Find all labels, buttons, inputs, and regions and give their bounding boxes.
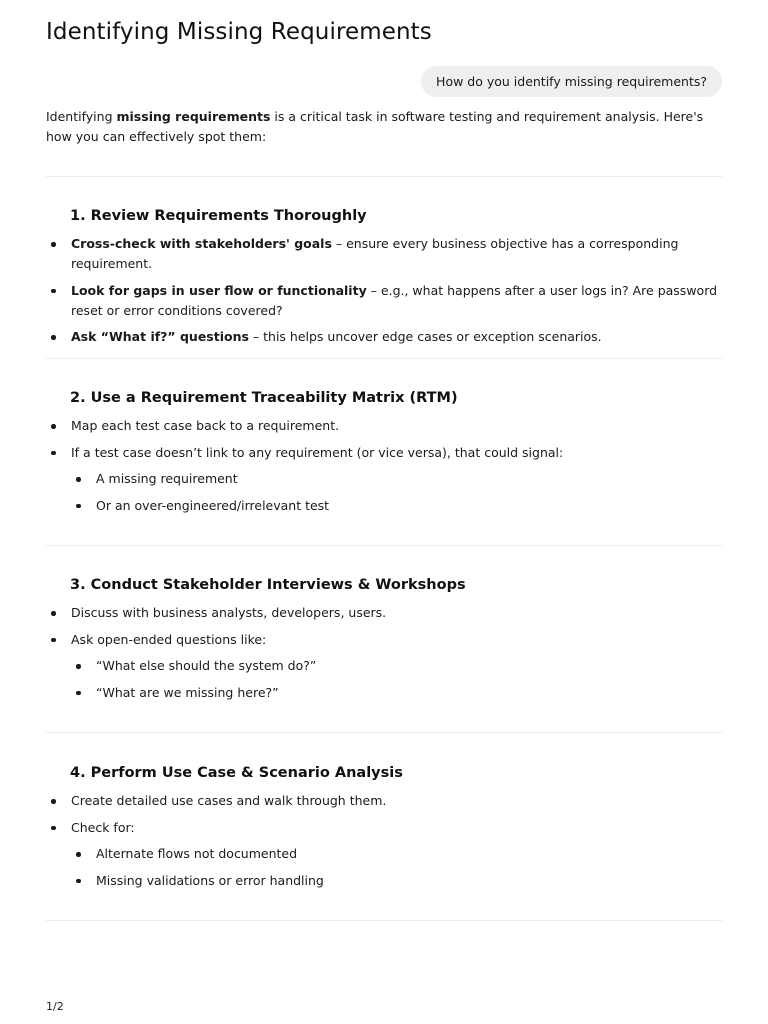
list-item-text: If a test case doesn’t link to any requirement (or vice versa), that could signal: [71,444,564,460]
bullet-list [46,791,722,891]
sub-list-item: Missing validations or error handling [71,871,722,891]
intro-text-pre: Identifying [46,109,117,124]
list-item-text: – e.g., what happens after a user logs in? Are password reset or error conditions covered? [71,282,718,318]
list-item: Create detailed use cases and walk through them. [46,791,722,811]
sub-list-item: Alternate flows not documented [71,844,722,864]
list-item [46,818,722,891]
divider [46,920,722,921]
list-item: Discuss with business analysts, developers, users. [46,603,722,623]
section-review-requirements [46,206,722,354]
intro-text-bold: missing requirements [116,109,271,124]
list-item-text: – this helps uncover edge cases or exception scenarios. [248,329,602,344]
list-item-bold: Ask “What if?” questions [71,329,249,344]
divider [46,358,722,359]
list-item [46,630,722,703]
list-item [46,234,722,274]
list-item [46,443,722,516]
list-item: Map each test case back to a requirement. [46,416,722,436]
section-heading: 1. Review Requirements Thoroughly [70,208,367,224]
section-heading: 4. Perform Use Case & Scenario Analysis [70,765,403,781]
section-heading: 2. Use a Requirement Traceability Matrix (RTM) [70,390,458,406]
section-heading: 3. Conduct Stakeholder Interviews & Workshops [70,577,466,593]
sub-bullet-list [71,656,722,703]
bullet-list [46,416,722,516]
sub-bullet-list [71,469,722,516]
section-use-case-analysis [46,763,722,897]
sub-bullet-list [71,844,722,891]
list-item [46,327,722,347]
list-item [46,281,722,321]
page-number: 1/2 [46,1000,64,1013]
page-title: Identifying Missing Requirements [46,19,432,45]
bullet-list [46,603,722,703]
list-item-bold: Look for gaps in user flow or functionality [71,282,367,298]
sub-list-item: “What are we missing here?” [71,683,722,703]
divider [46,176,722,177]
section-stakeholder-interviews [46,575,722,709]
sub-list-item: A missing requirement [71,469,722,489]
intro-text-post: is a critical task in software testing and requirement analysis. Here's how you can effectively spot them: [46,109,704,144]
list-item-bold: Cross-check with stakeholders' goals [71,236,332,251]
divider [46,545,722,546]
list-item-text: Ask open-ended questions like: [71,631,267,647]
divider [46,732,722,733]
list-item-text: Check for: [71,819,135,835]
section-traceability-matrix [46,388,722,522]
sub-list-item: Or an over-engineered/irrelevant test [71,496,722,516]
sub-list-item: “What else should the system do?” [71,656,722,676]
list-item-text: – ensure every business objective has a corresponding requirement. [71,236,679,271]
intro-paragraph [46,107,722,147]
user-message-bubble: How do you identify missing requirements? [421,66,722,97]
bullet-list [46,234,722,347]
